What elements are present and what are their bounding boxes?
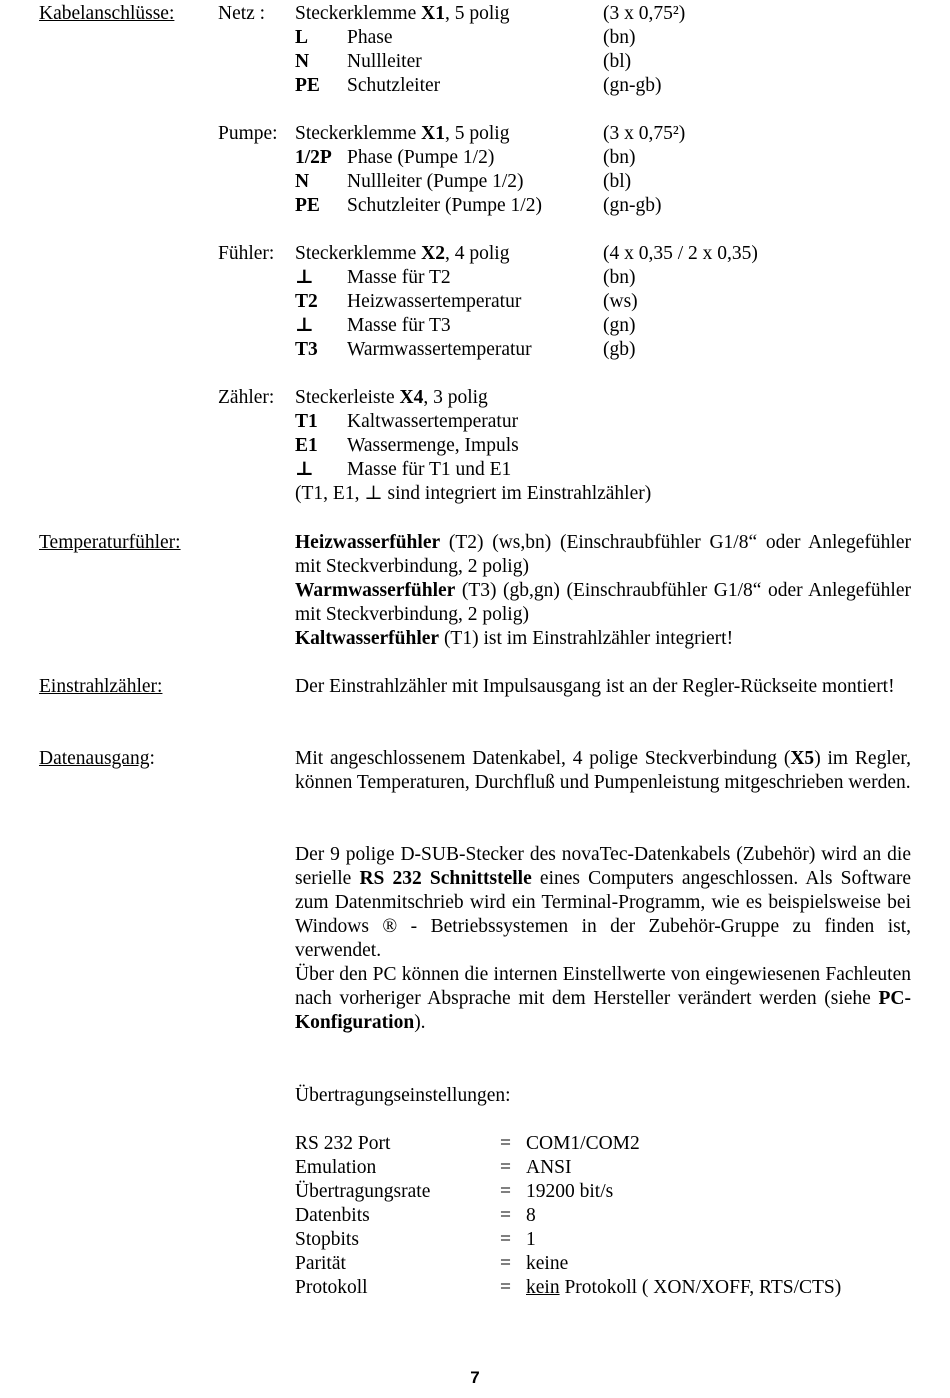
setting-key: RS 232 Port (295, 1133, 391, 1154)
zaehler-row (295, 434, 855, 458)
pumpe-row (295, 194, 855, 218)
zaehler-desc: Masse für T1 und E1 (347, 459, 512, 480)
netz-code: L (295, 27, 309, 48)
heizwasserfuehler-line: Heizwasserfühler (T2) (ws,bn) (Einschraubfühler G1/8“ oder Anlegefühler mit Steckverbindung, 2 polig) (295, 532, 911, 577)
setting-equals: = (500, 1205, 511, 1226)
heading-datenausgang: Datenausgang: (39, 748, 155, 769)
pumpe-wire: (gn-gb) (603, 195, 662, 216)
setting-key: Protokoll (295, 1277, 368, 1298)
datenausgang-paragraph-3: Über den PC können die internen Einstellwerte von eingewiesenen Fachleuten nach vorheriger Absprache mit dem Hersteller verändert werden (siehe PC-Konfiguration). (295, 964, 911, 1033)
setting-equals: = (500, 1181, 511, 1202)
netz-code: N (295, 51, 310, 72)
settings-title: Übertragungseinstellungen: (295, 1085, 511, 1106)
kaltwasserfuehler-line: Kaltwasserfühler (T1) ist im Einstrahlzähler integriert! (295, 628, 734, 649)
fuehler-desc: Heizwassertemperatur (347, 291, 522, 312)
page-number: 7 (470, 1368, 480, 1387)
setting-key: Parität (295, 1253, 346, 1274)
fuehler-label: Fühler: (218, 243, 275, 264)
zaehler-row (295, 458, 855, 482)
fuehler-desc: Masse für T3 (347, 315, 451, 336)
fuehler-row (295, 338, 855, 362)
setting-equals: = (500, 1157, 511, 1178)
fuehler-code: T3 (295, 339, 318, 360)
einstrahlzaehler-paragraph: Der Einstrahlzähler mit Impulsausgang ist an der Regler-Rückseite montiert! (295, 676, 895, 697)
setting-value: COM1/COM2 (526, 1133, 640, 1154)
setting-equals: = (500, 1133, 511, 1154)
setting-row (295, 1156, 915, 1180)
fuehler-cable: (4 x 0,35 / 2 x 0,35) (603, 243, 758, 264)
netz-label: Netz : (218, 3, 266, 24)
fuehler-row (295, 314, 855, 338)
netz-code: PE (295, 75, 320, 96)
setting-key: Emulation (295, 1157, 377, 1178)
fuehler-terminal: Steckerklemme X2, 4 polig (295, 243, 510, 264)
fuehler-code: T2 (295, 291, 318, 312)
warmwasserfuehler-line: Warmwasserfühler (T3) (gb,gn) (Einschraubfühler G1/8“ oder Anlegefühler mit Steckverbindung, 2 polig) (295, 580, 911, 625)
zaehler-code: E1 (295, 435, 318, 456)
zaehler-desc: Kaltwassertemperatur (347, 411, 519, 432)
netz-wire: (gn-gb) (603, 75, 662, 96)
netz-desc: Schutzleiter (347, 75, 441, 96)
zaehler-code: ⊥ (295, 459, 314, 480)
pumpe-desc: Nullleiter (Pumpe 1/2) (347, 171, 524, 192)
fuehler-wire: (gb) (603, 339, 636, 360)
setting-equals: = (500, 1277, 511, 1298)
pumpe-cable: (3 x 0,75²) (603, 123, 686, 144)
setting-row (295, 1228, 915, 1252)
setting-row (295, 1252, 915, 1276)
netz-desc: Phase (347, 27, 393, 48)
setting-row (295, 1132, 915, 1156)
setting-value: ANSI (526, 1157, 572, 1178)
setting-row (295, 1180, 915, 1204)
datenausgang-paragraph-2: Der 9 polige D-SUB-Stecker des novaTec-Datenkabels (Zubehör) wird an die serielle RS 232 Schnittstelle eines Computers angeschlossen. Als Software zum Datenmitschrieb wird ein Terminal-Programm, wie es beispielsweise bei Windows ® - Betriebssystemen in der Zubehör-Gruppe zu finden ist, verwendet. Über den PC können die internen Einstellwerte von eingewiesenen Fachleuten nach vorheriger Absprache mit dem Hersteller verändert werden (siehe PC-Konfiguration). (295, 844, 911, 1033)
heading-einstrahlzaehler: Einstrahlzähler: (39, 676, 163, 697)
netz-row (295, 50, 855, 74)
pumpe-wire: (bn) (603, 147, 636, 168)
fuehler-row (295, 290, 855, 314)
setting-value: 8 (526, 1205, 536, 1226)
setting-key: Übertragungsrate (295, 1181, 431, 1202)
zaehler-label: Zähler: (218, 387, 275, 408)
fuehler-code: ⊥ (295, 267, 314, 288)
netz-wire: (bl) (603, 51, 632, 72)
zaehler-note: (T1, E1, ⊥ sind integriert im Einstrahlzähler) (295, 483, 652, 504)
setting-value: 19200 bit/s (526, 1181, 614, 1202)
temperaturfuehler-text (295, 531, 911, 651)
datenausgang-paragraph-1: Mit angeschlossenem Datenkabel, 4 polige Steckverbindung (X5) im Regler, können Temperaturen, Durchfluß und Pumpenleistung mitgeschrieben werden. (295, 748, 912, 793)
pumpe-desc: Phase (Pumpe 1/2) (347, 147, 495, 168)
pumpe-code: PE (295, 195, 320, 216)
setting-row-protokoll (295, 1276, 915, 1300)
fuehler-code: ⊥ (295, 315, 314, 336)
netz-cable: (3 x 0,75²) (603, 3, 686, 24)
fuehler-wire: (ws) (603, 291, 638, 312)
fuehler-wire: (gn) (603, 315, 636, 336)
setting-row (295, 1204, 915, 1228)
pumpe-code: 1/2P (295, 147, 332, 168)
pumpe-terminal: Steckerklemme X1, 5 polig (295, 123, 510, 144)
setting-key: Datenbits (295, 1205, 370, 1226)
netz-row (295, 74, 855, 98)
heading-kabelanschluesse: Kabelanschlüsse: (39, 3, 175, 24)
setting-value: keine (526, 1253, 569, 1274)
pumpe-wire: (bl) (603, 171, 632, 192)
setting-key: Stopbits (295, 1229, 359, 1250)
fuehler-desc: Warmwassertemperatur (347, 339, 532, 360)
zaehler-desc: Wassermenge, Impuls (347, 435, 519, 456)
fuehler-wire: (bn) (603, 267, 636, 288)
pumpe-desc: Schutzleiter (Pumpe 1/2) (347, 195, 542, 216)
netz-desc: Nullleiter (347, 51, 422, 72)
netz-terminal: Steckerklemme X1, 5 polig (295, 3, 510, 24)
zaehler-code: T1 (295, 411, 318, 432)
netz-row (295, 26, 855, 50)
zaehler-terminal: Steckerleiste X4, 3 polig (295, 387, 488, 408)
fuehler-desc: Masse für T2 (347, 267, 451, 288)
einstrahlzaehler-text (295, 675, 911, 699)
setting-equals: = (500, 1229, 511, 1250)
setting-equals: = (500, 1253, 511, 1274)
fuehler-row (295, 266, 855, 290)
pumpe-row (295, 146, 855, 170)
pumpe-label: Pumpe: (218, 123, 278, 144)
heading-temperaturfuehler: Temperaturfühler: (39, 532, 181, 553)
zaehler-row (295, 410, 855, 434)
setting-value: kein Protokoll ( XON/XOFF, RTS/CTS) (526, 1277, 842, 1298)
setting-value: 1 (526, 1229, 536, 1250)
pumpe-code: N (295, 171, 310, 192)
pumpe-row (295, 170, 855, 194)
netz-wire: (bn) (603, 27, 636, 48)
